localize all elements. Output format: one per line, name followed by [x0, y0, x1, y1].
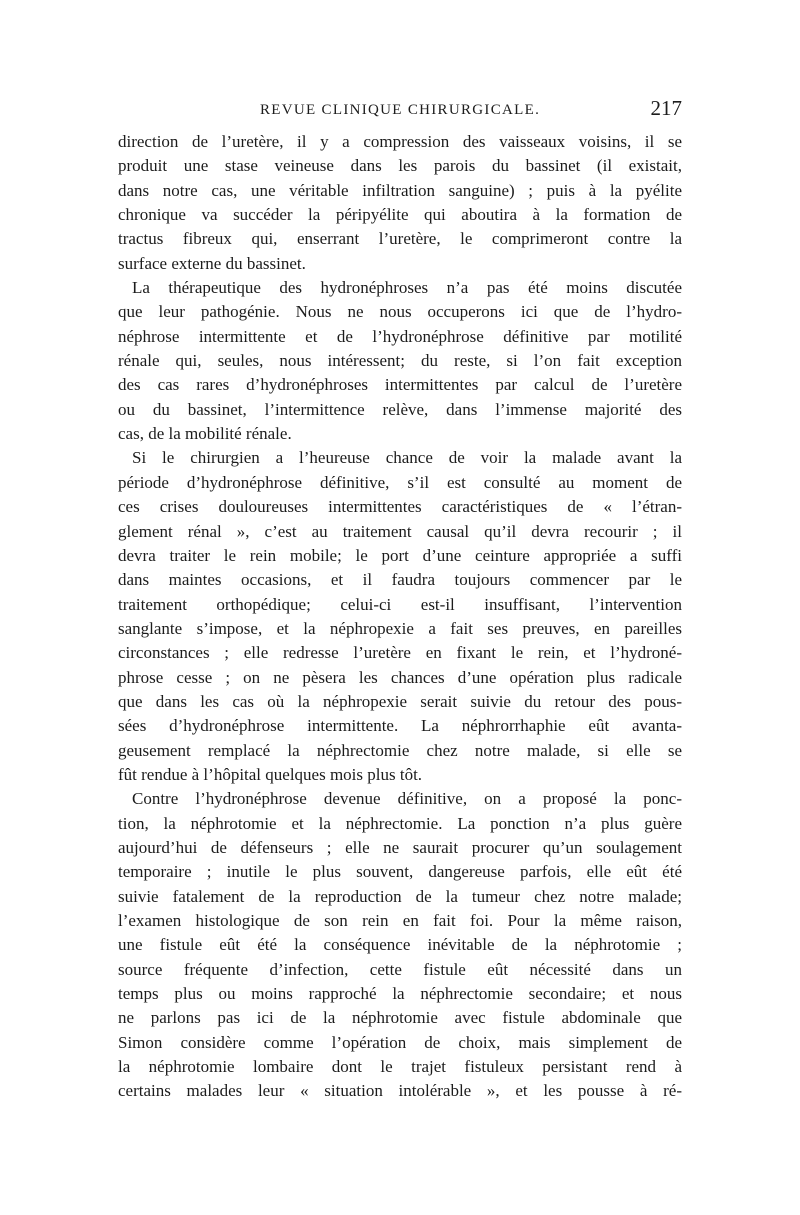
text-line: sées d’hydronéphrose intermittente. La néphrorrhaphie eût avanta-	[118, 716, 682, 736]
text-line: tractus fibreux qui, enserrant l’uretère, le comprimeront contre la	[118, 229, 682, 249]
text-line: circonstances ; elle redresse l’uretère en fixant le rein, et l’hydroné-	[118, 643, 682, 663]
running-title: REVUE CLINIQUE CHIRURGICALE.	[260, 102, 541, 118]
text-line: surface externe du bassinet.	[118, 253, 306, 273]
text-line: direction de l’uretère, il y a compression des vaisseaux voisins, il se	[118, 132, 682, 151]
text-line: temps plus ou moins rapproché la néphrectomie secondaire; et nous	[118, 984, 682, 1004]
text-line: phrose cesse ; on ne pèsera les chances d’une opération plus radicale	[118, 667, 682, 687]
text-line: tion, la néphrotomie et la néphrectomie. La ponction n’a plus guère	[118, 813, 682, 833]
text-line: glement rénal », c’est au traitement causal qu’il devra recourir ; il	[118, 521, 682, 541]
text-line: dans notre cas, une véritable infiltration sanguine) ; puis à la pyélite	[118, 180, 682, 200]
text-line: période d’hydronéphrose définitive, s’il est consulté au moment de	[118, 472, 682, 492]
text-line: aujourd’hui de défenseurs ; elle ne saurait procurer qu’un soulagement	[118, 837, 682, 857]
text-line: que dans les cas où la néphropexie serait suivie du retour des pous-	[118, 691, 682, 711]
text-line: temporaire ; inutile le plus souvent, dangereuse parfois, elle eût été	[118, 862, 682, 882]
text-line: ou du bassinet, l’intermittence relève, dans l’immense majorité des	[118, 399, 682, 419]
page-number: 217	[650, 96, 682, 120]
text-line: néphrose intermittente et de l’hydronéphrose définitive par motilité	[118, 326, 682, 346]
text-line: des cas rares d’hydronéphroses intermittentes par calcul de l’uretère	[118, 375, 682, 395]
text-line: geusement remplacé la néphrectomie chez notre malade, si elle se	[118, 740, 682, 760]
text-line: produit une stase veineuse dans les parois du bassinet (il existait,	[118, 156, 682, 176]
text-line: La thérapeutique des hydronéphroses n’a pas été moins discutée	[132, 278, 682, 298]
body-text	[118, 130, 682, 1104]
text-line: fût rendue à l’hôpital quelques mois plus tôt.	[118, 764, 423, 784]
text-line: l’examen histologique de son rein en fait foi. Pour la même raison,	[118, 911, 682, 930]
page-header	[118, 96, 682, 126]
text-line: que leur pathogénie. Nous ne nous occuperons ici que de l’hydro-	[118, 302, 682, 322]
text-line: suivie fatalement de la reproduction de la tumeur chez notre malade;	[118, 886, 682, 906]
text-line: ne parlons pas ici de la néphrotomie avec fistule abdominale que	[118, 1008, 682, 1028]
text-line: Contre l’hydronéphrose devenue définitive, on a proposé la ponc-	[132, 789, 682, 809]
text-line: cas, de la mobilité rénale.	[118, 424, 292, 444]
text-line: source fréquente d’infection, cette fistule eût nécessité dans un	[118, 959, 682, 979]
text-line: devra traiter le rein mobile; le port d’une ceinture appropriée a suffi	[118, 545, 682, 565]
text-line: Simon considère comme l’opération de choix, mais simplement de	[118, 1032, 682, 1052]
text-line: Si le chirurgien a l’heureuse chance de voir la malade avant la	[132, 448, 682, 468]
text-line: ces crises douloureuses intermittentes caractéristiques de « l’étran-	[118, 497, 682, 517]
text-line: une fistule eût été la conséquence inévitable de la néphrotomie ;	[118, 935, 682, 955]
text-line: dans maintes occasions, et il faudra toujours commencer par le	[118, 570, 682, 590]
text-line: la néphrotomie lombaire dont le trajet fistuleux persistant rend à	[118, 1057, 682, 1077]
text-line: rénale qui, seules, nous intéressent; du reste, si l’on fait exception	[118, 351, 682, 371]
text-line: sanglante s’impose, et la néphropexie a fait ses preuves, en pareilles	[118, 618, 682, 638]
text-line: traitement orthopédique; celui-ci est-il insuffisant, l’intervention	[118, 594, 682, 614]
text-line: certains malades leur « situation intolérable », et les pousse à ré-	[118, 1081, 682, 1101]
text-line: chronique va succéder la péripyélite qui aboutira à la formation de	[118, 205, 682, 225]
